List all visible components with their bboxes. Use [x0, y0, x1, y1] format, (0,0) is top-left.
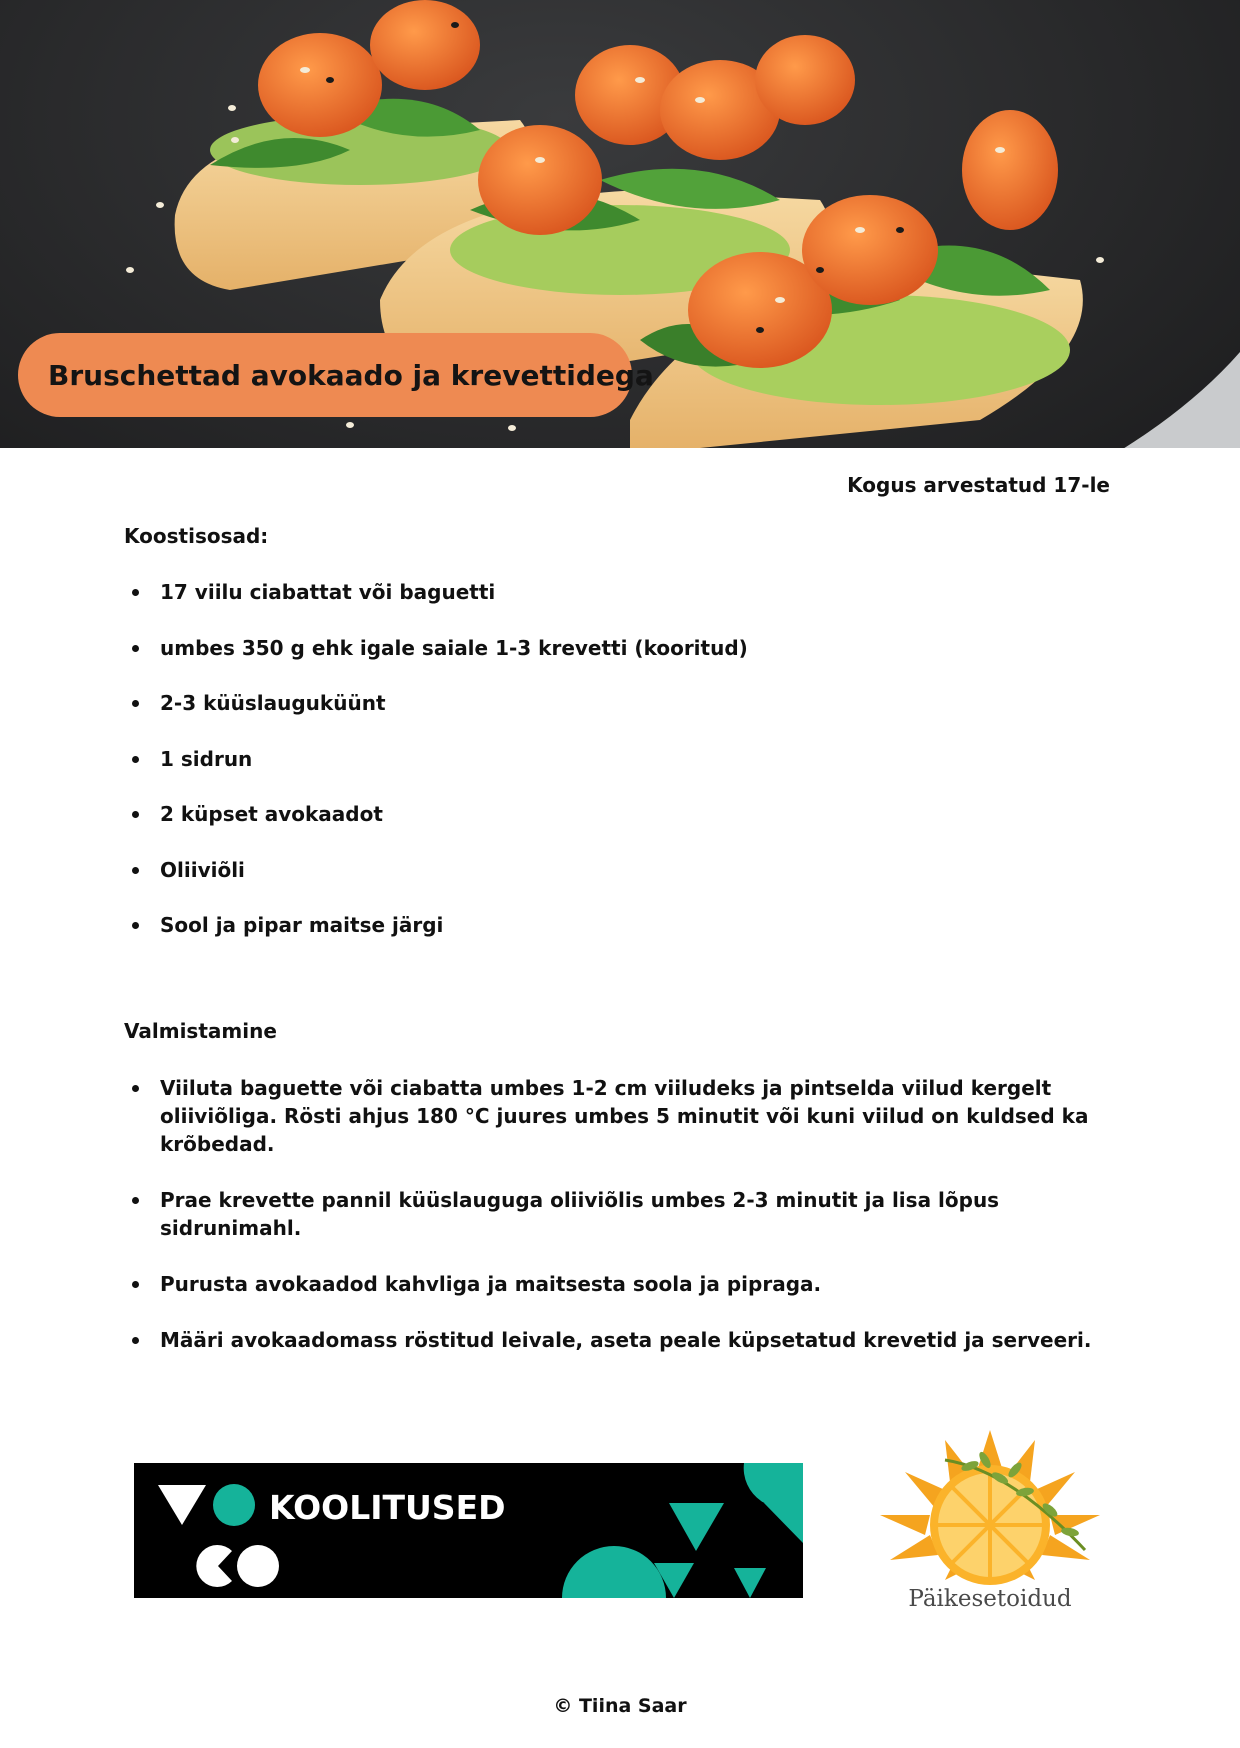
voco-koolitused-logo [134, 1463, 803, 1598]
copyright: © Tiina Saar [553, 1695, 687, 1717]
list-item: Sool ja pipar maitse järgi [124, 911, 1124, 939]
list-item: 17 viilu ciabattat või baguetti [124, 578, 1124, 606]
list-item: Määri avokaadomass röstitud leivale, aseta peale küpsetatud krevetid ja serveeri. [124, 1326, 1124, 1354]
recipe-title-pill [18, 333, 654, 417]
list-item: 2-3 küüslauguküünt [124, 689, 1124, 717]
list-item: 2 küpset avokaadot [124, 800, 1124, 828]
voco-logo-text: KOOLITUSED [269, 1488, 506, 1527]
paikesetoidud-logo-text: Päikesetoidud [908, 1586, 1072, 1612]
list-item: Viiluta baguette või ciabatta umbes 1-2 cm viiludeks ja pintselda viilud kergelt oliiviõliga. Rösti ahjus 180 °C juures umbes 5 minutit või kuni viilud on kuldsed ka krõbedad. [124, 1074, 1124, 1158]
list-item: Oliiviõli [124, 856, 1124, 884]
list-item: umbes 350 g ehk igale saiale 1-3 krevetti (kooritud) [124, 634, 1124, 662]
recipe-title: Bruschettad avokaado ja krevettidega [48, 358, 654, 392]
list-item: Purusta avokaadod kahvliga ja maitsesta soola ja pipraga. [124, 1270, 1124, 1298]
steps-heading: Valmistamine [124, 1019, 277, 1043]
ingredients-heading: Koostisosad: [124, 524, 269, 548]
hero-photo [0, 0, 1240, 448]
ingredients-list [124, 578, 1124, 967]
sun-icon [850, 1400, 1130, 1590]
steps-list [124, 1074, 1124, 1382]
list-item: Prae krevette pannil küüslauguga oliiviõlis umbes 2-3 minutit ja lisa lõpus sidrunimahl. [124, 1186, 1124, 1242]
serving-size: Kogus arvestatud 17-le [847, 473, 1110, 497]
list-item: 1 sidrun [124, 745, 1124, 773]
